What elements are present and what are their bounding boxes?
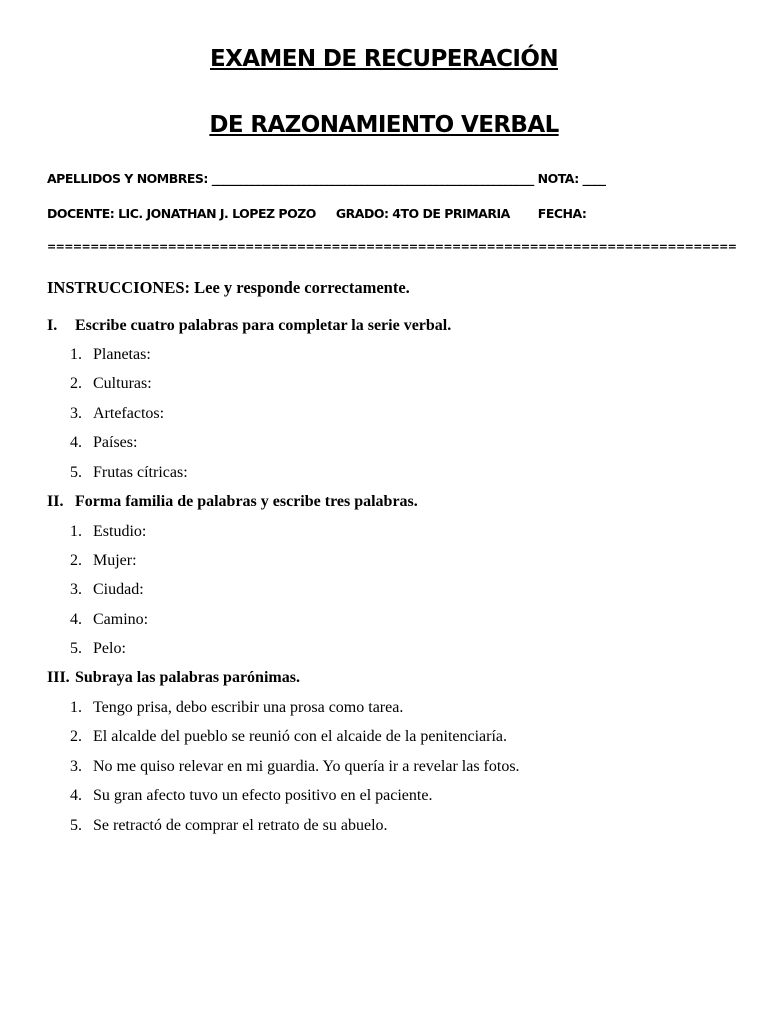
list-item	[70, 375, 152, 393]
item-text: Planetas:	[93, 346, 151, 363]
list-item	[70, 817, 388, 835]
item-number: 1.	[70, 699, 82, 716]
item-number: 4.	[70, 787, 82, 804]
list-item	[70, 464, 188, 482]
teacher-label: DOCENTE: LIC. JONATHAN J. LOPEZ POZO	[47, 206, 316, 221]
instructions: INSTRUCCIONES: Lee y responde correctamente.	[47, 278, 410, 297]
item-text: No me quiso relevar en mi guardia. Yo quería ir a revelar las fotos.	[93, 758, 520, 775]
list-item	[70, 581, 144, 599]
item-number: 2.	[70, 552, 82, 569]
item-number: 5.	[70, 464, 82, 481]
item-number: 3.	[70, 405, 82, 422]
section-title: Escribe cuatro palabras para completar la serie verbal.	[75, 317, 452, 334]
section-title: Subraya las palabras parónimas.	[75, 669, 300, 686]
section-number: III.	[47, 669, 70, 686]
list-item	[70, 346, 151, 364]
title-line-2: DE RAZONAMIENTO VERBAL	[209, 112, 559, 138]
item-number: 1.	[70, 523, 82, 540]
item-text: Estudio:	[93, 523, 147, 540]
list-item	[70, 728, 507, 746]
item-text: Pelo:	[93, 640, 126, 657]
item-number: 4.	[70, 611, 82, 628]
section-number: II.	[47, 493, 64, 510]
section-heading	[47, 317, 451, 335]
list-item	[70, 787, 432, 805]
date-label: FECHA:	[537, 206, 587, 221]
student-name-line: APELLIDOS Y NOMBRES: ________________________________________________________ NOTA: ____	[47, 171, 606, 186]
list-item	[70, 758, 520, 776]
item-text: Culturas:	[93, 375, 152, 392]
item-text: Artefactos:	[93, 405, 165, 422]
item-text: Ciudad:	[93, 581, 144, 598]
list-item	[70, 434, 137, 452]
item-text: El alcalde del pueblo se reunió con el alcaide de la penitenciaría.	[93, 728, 508, 745]
item-text: Mujer:	[93, 552, 137, 569]
grade-label: GRADO: 4TO DE PRIMARIA	[335, 206, 510, 221]
item-number: 5.	[70, 640, 82, 657]
item-text: Países:	[93, 434, 138, 451]
list-item	[70, 611, 148, 629]
item-number: 2.	[70, 728, 82, 745]
section-title: Forma familia de palabras y escribe tres palabras.	[75, 493, 418, 510]
item-number: 1.	[70, 346, 82, 363]
item-number: 3.	[70, 581, 82, 598]
item-text: Camino:	[93, 611, 149, 628]
section-heading	[47, 669, 300, 687]
item-number: 2.	[70, 375, 82, 392]
list-item	[70, 699, 403, 717]
list-item	[70, 405, 164, 423]
section-heading	[47, 493, 418, 511]
list-item	[70, 523, 146, 541]
list-item	[70, 640, 126, 658]
list-item	[70, 552, 137, 570]
item-number: 5.	[70, 817, 82, 834]
item-text: Frutas cítricas:	[93, 464, 188, 481]
section-number: I.	[47, 317, 58, 334]
separator-line: ================================================================================	[47, 240, 737, 253]
item-text: Su gran afecto tuvo un efecto positivo en el paciente.	[93, 787, 433, 804]
title-line-1: EXAMEN DE RECUPERACIÓN	[209, 46, 558, 72]
item-number: 3.	[70, 758, 82, 775]
item-text: Se retractó de comprar el retrato de su abuelo.	[93, 817, 388, 834]
item-number: 4.	[70, 434, 82, 451]
item-text: Tengo prisa, debo escribir una prosa como tarea.	[93, 699, 404, 716]
teacher-info-line	[47, 206, 586, 221]
